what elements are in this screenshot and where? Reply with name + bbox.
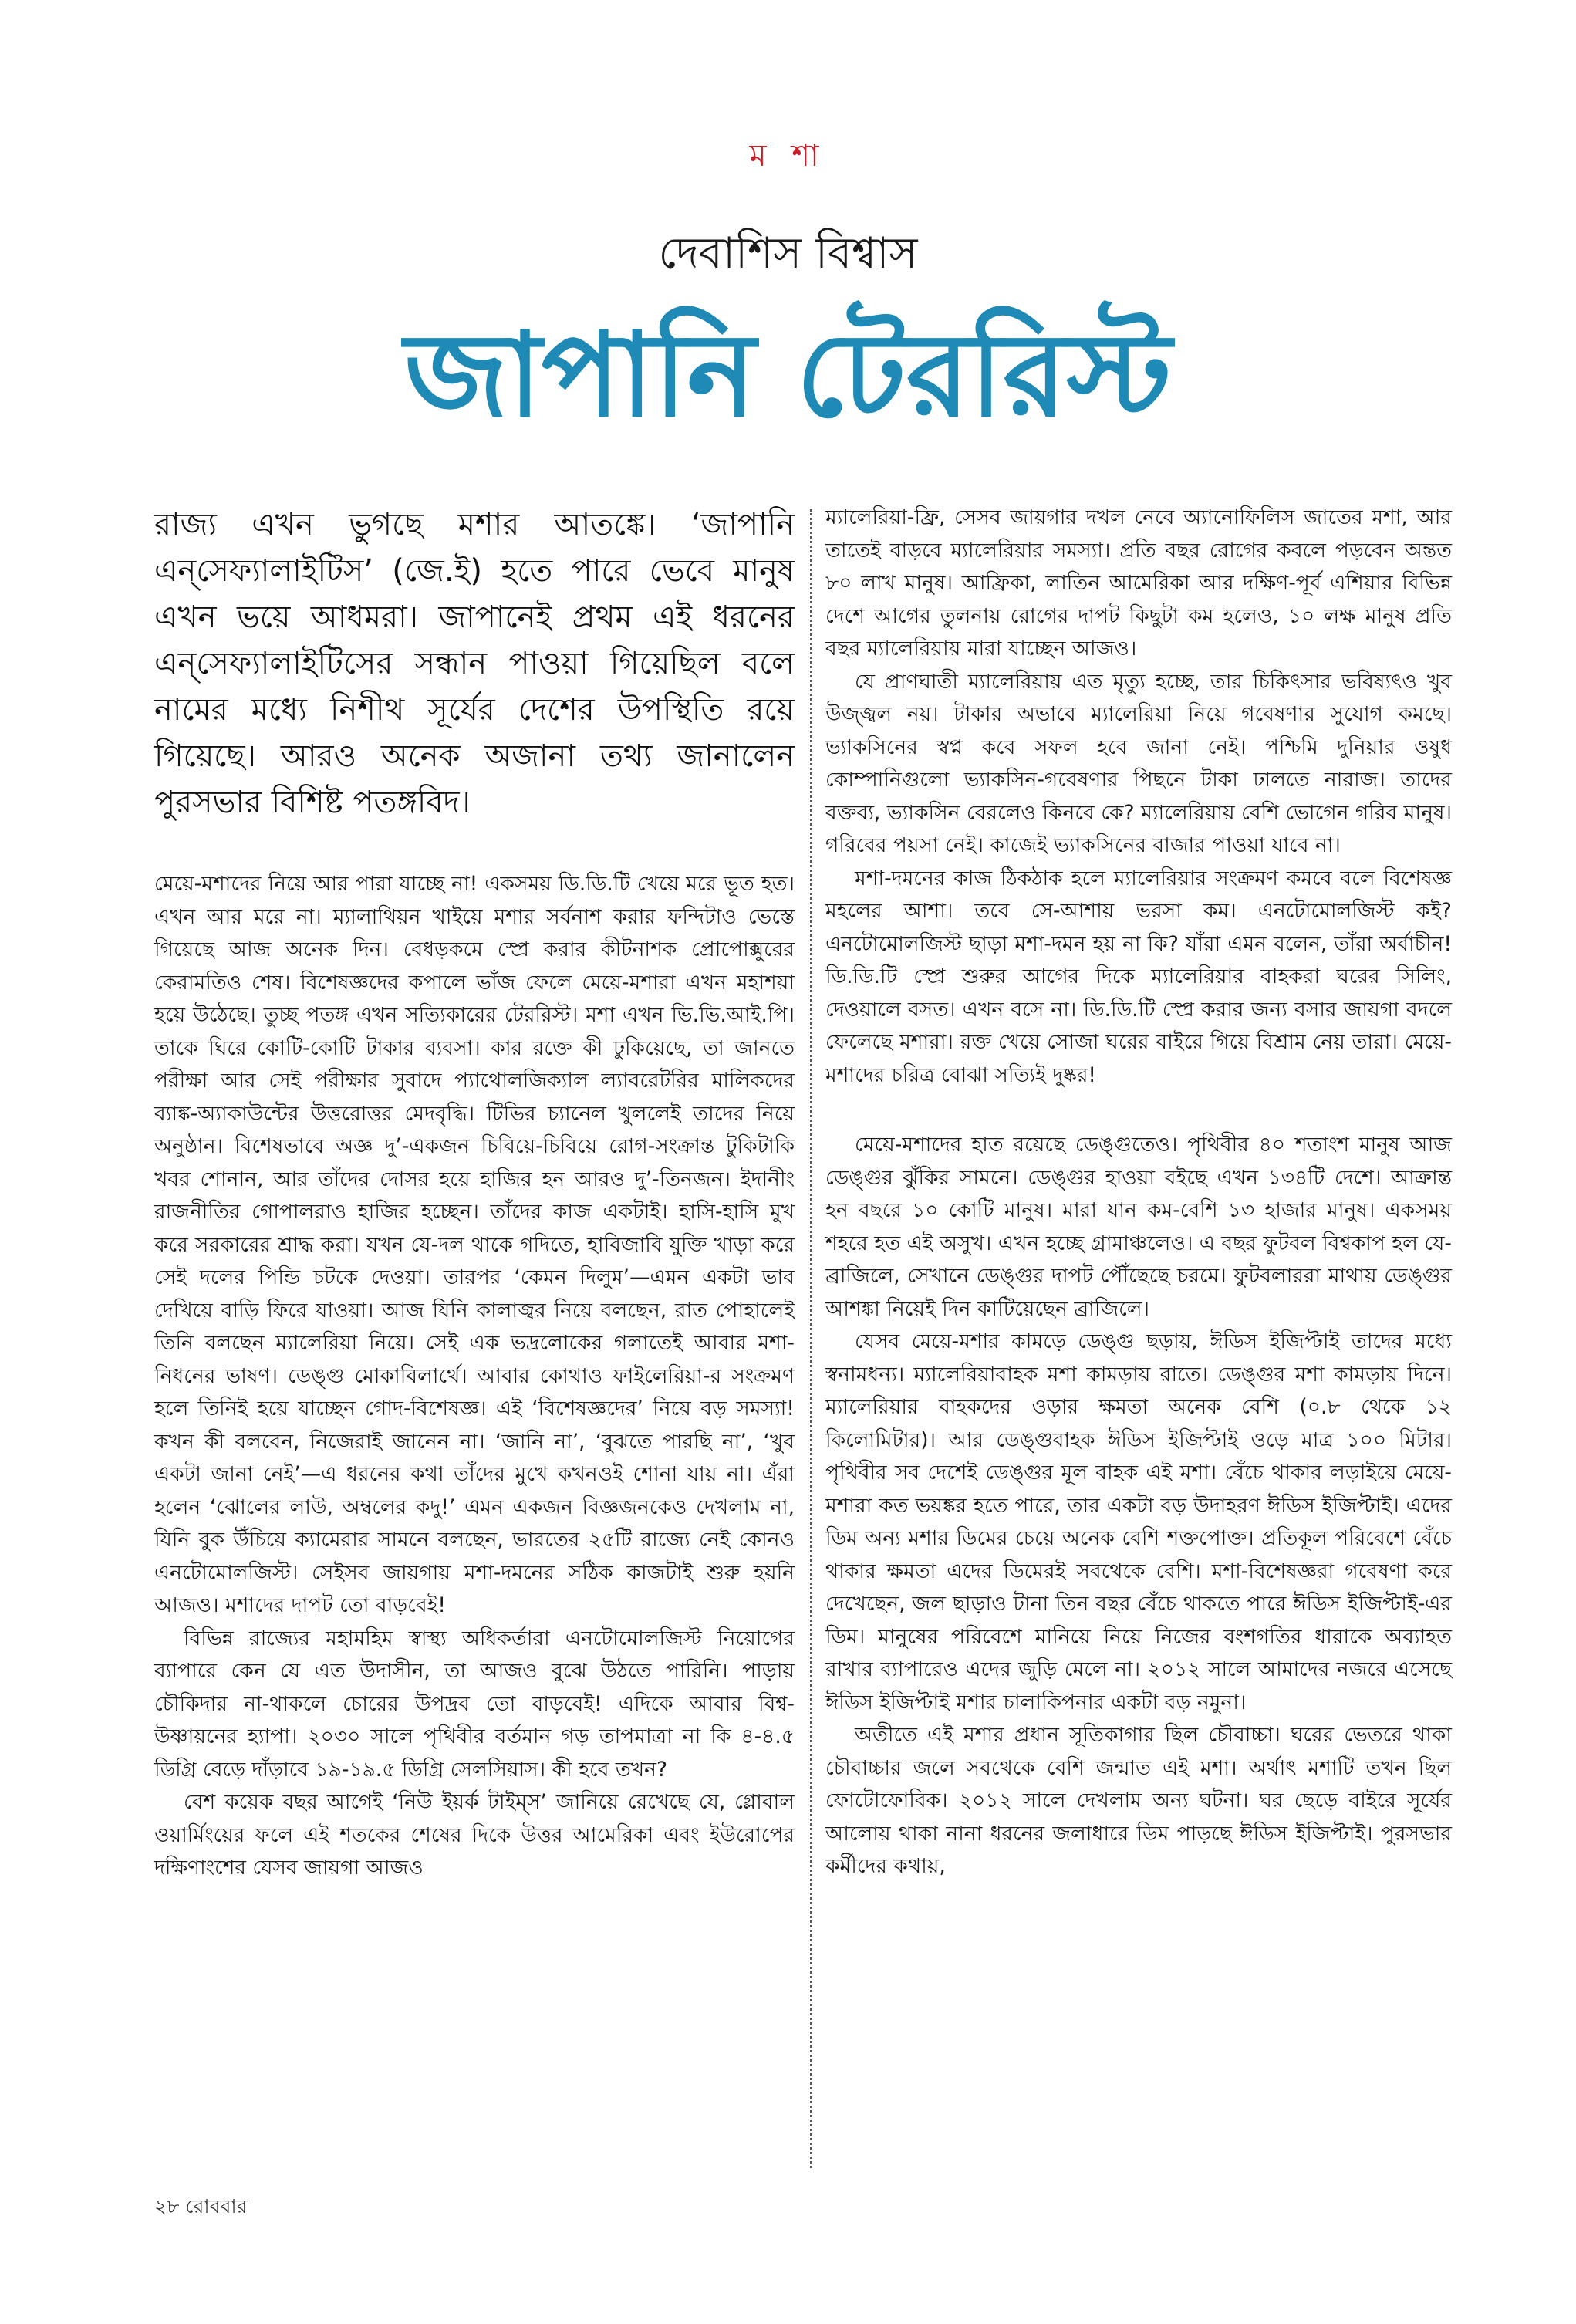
author-byline: দেবাশিস বিশ্বাস — [658, 228, 918, 279]
body-paragraph: ম্যালেরিয়া-ফ্রি, সেসব জায়গার দখল নেবে অ্যানোফিলিস জাতের মশা, আর তাতেই বাড়বে ম্যালেরিয়ার সমস্যা। প্রতি বছর রোগের কবলে পড়বেন অন্তত ৮০ লাখ মানুষ। আফ্রিকা, লাতিন আমেরিকা আর দক্ষিণ-পূর্ব এশিয়ার বিভিন্ন দেশে আগের তুলনায় রোগের দাপট কিছুটা কম হলেও, ১০ লক্ষ মানুষ প্রতি বছর ম্যালেরিয়ায় মারা যাচ্ছেন আজও। — [825, 505, 1452, 660]
body-paragraph: মেয়ে-মশাদের হাত রয়েছে ডেঙ্গুতেও। পৃথিবীর ৪০ শতাংশ মানুষ আজ ডেঙ্গুর ঝুঁকির সামনে। ডেঙ্গুর হাওয়া বইছে এখন ১৩৪টি দেশে। আক্রান্ত হন বছরে ১০ কোটি মানুষ। মারা যান কম-বেশি ১৩ হাজার মানুষ। একসময় শহরে হত এই অসুখ। এখন হচ্ছে গ্রামাঞ্চলেও। এ বছর ফুটবল বিশ্বকাপ হল যে-ব্রাজিলে, সেখানে ডেঙ্গুর দাপট পৌঁছেছে চরমে। ফুটবলাররা মাথায় ডেঙ্গুর আশঙ্কা নিয়েই দিন কাটিয়েছেন ব্রাজিলে। — [825, 1133, 1452, 1321]
body-paragraph: অতীতে এই মশার প্রধান সূতিকাগার ছিল চৌবাচ্চা। ঘরের ভেতরে থাকা চৌবাচ্চার জলে সবথেকে বেশি জন্মাত এই মশা। অর্থাৎ মশাটি তখন ছিল ফোটোফোবিক। ২০১২ সালে দেখলাম অন্য ঘটনা। ঘর ছেড়ে বাইরে সূর্যের আলোয় থাকা নানা ধরনের জলাধারে ডিম পাড়ছে ঈডিস ইজিপ্টাই। পুরসভার কর্মীদের কথায়, — [825, 1723, 1452, 1878]
page-footer: ২৮ রোববার — [154, 2195, 248, 2218]
body-paragraph: মেয়ে-মশাদের নিয়ে আর পারা যাচ্ছে না! একসময় ডি.ডি.টি খেয়ে মরে ভূত হত। এখন আর মরে না। ম্যালাথিয়ন খাইয়ে মশার সর্বনাশ করার ফন্দিটাও ভেস্তে গিয়েছে আজ অনেক দিন। বেধড়কমে স্প্রে করার কীটনাশক প্রোপোক্সুরের কেরামতিও শেষ। বিশেষজ্ঞদের কপালে ভাঁজ ফেলে মেয়ে-মশারা এখন মহাশয়া হয়ে উঠেছে। তুচ্ছ পতঙ্গ এখন সত্যিকারের টেররিস্ট। মশা এখন ভি.ভি.আই.পি। তাকে ঘিরে কোটি-কোটি টাকার ব্যবসা। কার রক্তে কী ঢুকিয়েছে, তা জানতে পরীক্ষা আর সেই পরীক্ষার সুবাদে প্যাথোলজিক্যাল ল্যাবরেটরির মালিকদের ব্যাঙ্ক-অ্যাকাউন্টের উত্তরোত্তর মেদবৃদ্ধি। টিভির চ্যানেল খুললেই তাদের নিয়ে অনুষ্ঠান। বিশেষভাবে অজ্ঞ দু’-একজন চিবিয়ে-চিবিয়ে রোগ-সংক্রান্ত টুকিটাকি খবর শোনান, আর তাঁদের দোসর হয়ে হাজির হন আরও দু’-তিনজন। ইদানীং রাজনীতির গোপালরাও হাজির হচ্ছেন। তাঁদের কাজ একটাই। হাসি-হাসি মুখ করে সরকারের শ্রাদ্ধ করা। যখন যে-দল থাকে গদিতে, হাবিজাবি যুক্তি খাড়া করে সেই দলের পিন্ডি চটকে দেওয়া। তারপর ‘কেমন দিলুম’—এমন একটা ভাব দেখিয়ে বাড়ি ফিরে যাওয়া। আজ যিনি কালাজ্বর নিয়ে বলছেন, রাত পোহালেই তিনি বলছেন ম্যালেরিয়া নিয়ে। সেই এক ভদ্রলোকের গলাতেই আবার মশা-নিধনের ভাষণ। ডেঙ্গু মোকাবিলার্থে। আবার কোথাও ফাইলেরিয়া-র সংক্রমণ হলে তিনিই হয়ে যাচ্ছেন গোদ-বিশেষজ্ঞ। এই ‘বিশেষজ্ঞদের’ নিয়ে বড় সমস্যা! কখন কী বলবেন, নিজেরাই জানেন না। ‘জানি না’, ‘বুঝতে পারছি না’, ‘খুব একটা জানা নেই’—এ ধরনের কথা তাঁদের মুখে কখনওই শোনা যায় না। এঁরা হলেন ‘ঝোলের লাউ, অম্বলের কদু!’ এমন একজন বিজ্ঞজনকেও দেখলাম না, যিনি বুক উঁচিয়ে ক্যামেরার সামনে বলছেন, ভারতের ২৫টি রাজ্যে নেই কোনও এনটোমোলজিস্ট। সেইসব জায়গায় মশা-দমনের সঠিক কাজটাই শুরু হয়নি আজও। মশাদের দাপট তো বাড়বেই! — [154, 872, 795, 1617]
section-tag: ম শা — [749, 138, 827, 174]
body-paragraph: যে প্রাণঘাতী ম্যালেরিয়ায় এত মৃত্যু হচ্ছে, তার চিকিৎসার ভবিষ্যৎও খুব উজ্জ্বল নয়। টাকার অভাবে ম্যালেরিয়া নিয়ে গবেষণার সুযোগ কমছে। ভ্যাকসিনের স্বপ্ন কবে সফল হবে জানা নেই। পশ্চিমি দুনিয়ার ওষুধ কোম্পানিগুলো ভ্যাকসিন-গবেষণার পিছনে টাকা ঢালতে নারাজ। তাদের বক্তব্য, ভ্যাকসিন বেরলেও কিনবে কে? ম্যালেরিয়ায় বেশি ভোগেন গরিব মানুষ। গরিবের পয়সা নেই। কাজেই ভ্যাকসিনের বাজার পাওয়া যাবে না। — [825, 669, 1452, 857]
body-paragraph: বেশ কয়েক বছর আগেই ‘নিউ ইয়র্ক টাইম্‌স’ জানিয়ে রেখেছে যে, গ্লোবাল ওয়ার্মিংয়ের ফলে এই শতকের শেষের দিকে উত্তর আমেরিকা এবং ইউরোপের দক্ষিণাংশের যেসব জায়গা আজও — [154, 1790, 795, 1880]
intro-paragraph: রাজ্য এখন ভুগছে মশার আতঙ্কে। ‘জাপানি এন্‌সেফ্যালাইটিস’ (জে.ই) হতে পারে ভেবে মানুষ এখন ভয়ে আধমরা। জাপানেই প্রথম এই ধরনের এন্‌সেফ্যালাইটিসের সন্ধান পাওয়া গিয়েছিল বলে নামের মধ্যে নিশীথ সূর্যের দেশের উপস্থিতি রয়ে গিয়েছে। আরও অনেক অজানা তথ্য জানালেন পুরসভার বিশিষ্ট পতঙ্গবিদ। — [154, 507, 795, 820]
column-divider — [810, 509, 812, 2168]
right-column — [825, 502, 1452, 1883]
body-paragraph: বিভিন্ন রাজ্যের মহামহিম স্বাস্থ্য অধিকর্তারা এনটোমোলজিস্ট নিয়োগের ব্যাপারে কেন যে এত উদাসীন, তা আজও বুঝে উঠতে পারিনি। পাড়ায় চৌকিদার না-থাকলে চোরের উপদ্রব তো বাড়বেই! এদিকে আবার বিশ্ব-উষ্ণায়নের হ্যাপা। ২০৩০ সালে পৃথিবীর বর্তমান গড় তাপমাত্রা না কি ৪-৪.৫ ডিগ্রি বেড়ে দাঁড়াবে ১৯-১৯.৫ ডিগ্রি সেলসিয়াস। কী হবে তখন? — [154, 1626, 795, 1782]
left-column — [154, 502, 795, 1885]
body-paragraph: যেসব মেয়ে-মশার কামড়ে ডেঙ্গু ছড়ায়, ঈডিস ইজিপ্টাই তাদের মধ্যে স্বনামধন্য। ম্যালেরিয়াবাহক মশা কামড়ায় রাতে। ডেঙ্গুর মশা কামড়ায় দিনে। ম্যালেরিয়ার বাহকদের ওড়ার ক্ষমতা অনেক বেশি (০.৮ থেকে ১২ কিলোমিটার)। আর ডেঙ্গুবাহক ঈডিস ইজিপ্টাই ওড়ে মাত্র ১০০ মিটার। পৃথিবীর সব দেশেই ডেঙ্গুর মূল বাহক এই মশা। বেঁচে থাকার লড়াইয়ে মেয়ে-মশারা কত ভয়ঙ্কর হতে পারে, তার একটা বড় উদাহরণ ঈডিস ইজিপ্টাই। এদের ডিম অন্য মশার ডিমের চেয়ে অনেক বেশি শক্তপোক্ত। প্রতিকূল পরিবেশে বেঁচে থাকার ক্ষমতা এদের ডিমেরই সবথেকে বেশি। মশা-বিশেষজ্ঞরা গবেষণা করে দেখেছেন, জল ছাড়াও টানা তিন বছর বেঁচে থাকতে পারে ঈডিস ইজিপ্টাই-এর ডিম। মানুষের পরিবেশে মানিয়ে নিয়ে নিজের বংশগতির ধারাকে অব্যাহত রাখার ব্যাপারেও এদের জুড়ি মেলে না। ২০১২ সালে আমাদের নজরে এসেছে ঈডিস ইজিপ্টাই মশার চালাকিপনার একটা বড় নমুনা। — [825, 1329, 1452, 1714]
article-title: জাপানি টেররিস্ট — [404, 309, 1172, 443]
body-paragraph: মশা-দমনের কাজ ঠিকঠাক হলে ম্যালেরিয়ার সংক্রমণ কমবে বলে বিশেষজ্ঞ মহলের আশা। তবে সে-আশায় ভরসা কম। এনটোমোলজিস্ট কই? এনটোমোলজিস্ট ছাড়া মশা-দমন হয় না কি? যাঁরা এমন বলেন, তাঁরা অর্বাচীন! ডি.ডি.টি স্প্রে শুরুর আগের দিকে ম্যালেরিয়ার বাহকরা ঘরের সিলিং, দেওয়ালে বসত। এখন বসে না। ডি.ডি.টি স্প্রে করার জন্য বসার জায়গা বদলে ফেলেছে মশারা। রক্ত খেয়ে সোজা ঘরের বাইরে গিয়ে বিশ্রাম নেয় তারা। মেয়ে-মশাদের চরিত্র বোঝা সত্যিই দুষ্কর! — [825, 866, 1452, 1087]
